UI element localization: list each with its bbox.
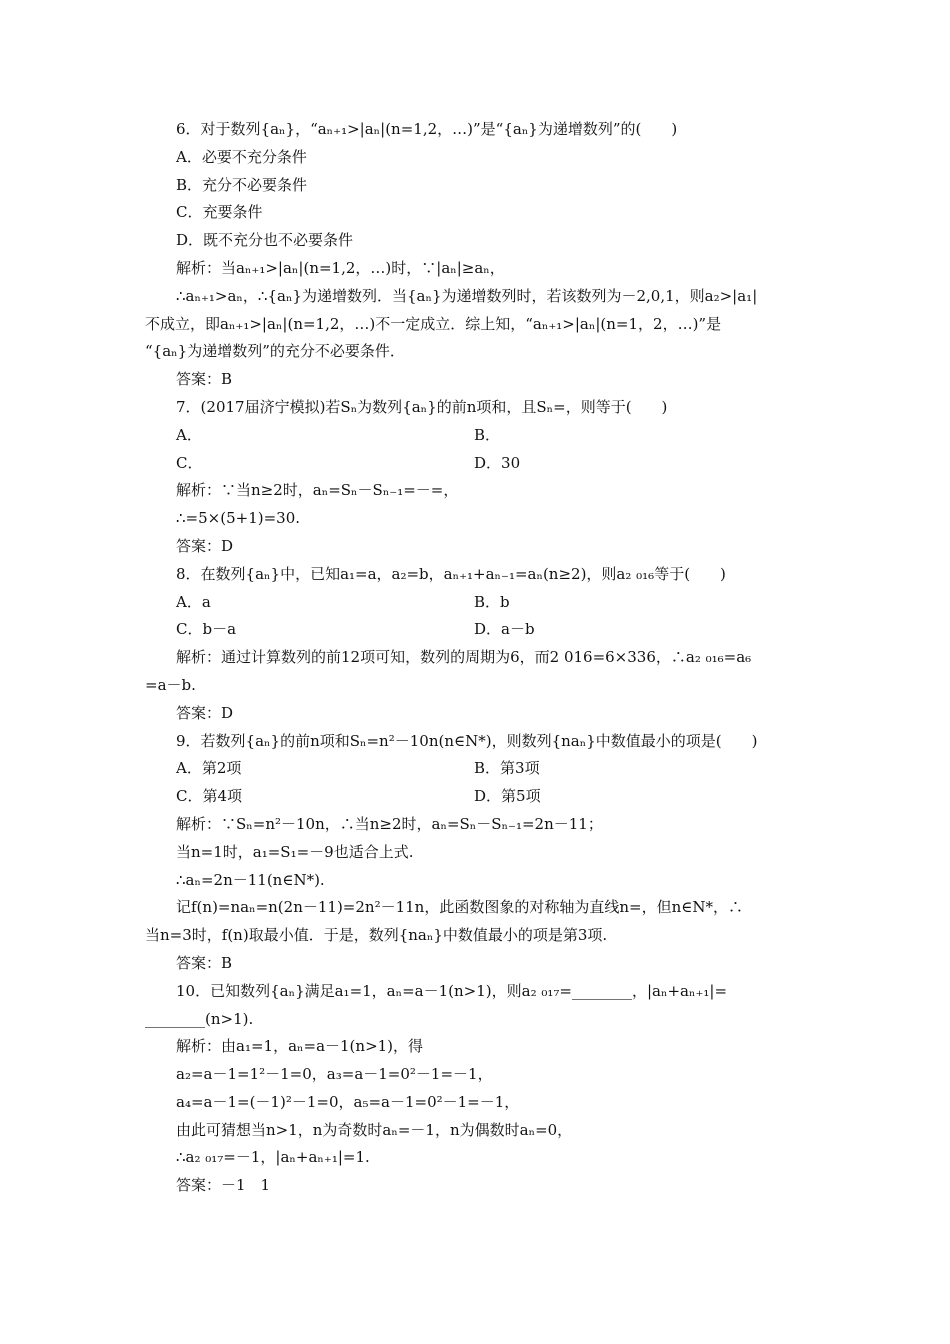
text-line: 答案：D <box>176 703 234 722</box>
text-line: a₄=a－1=(－1)²－1=0，a₅=a－1=0²－1=－1， <box>176 1092 520 1111</box>
text-line: a₂=a－1=1²－1=0，a₃=a－1=0²－1=－1， <box>176 1065 493 1084</box>
text-line: “{aₙ}为递增数列”的充分不必要条件． <box>145 342 405 361</box>
option-right: B．第3项 <box>474 759 540 778</box>
text-line: 答案：B <box>176 370 233 389</box>
text-line: 由此可猜想当n>1，n为奇数时aₙ=－1，n为偶数时aₙ=0， <box>176 1120 573 1139</box>
text-line: 解析：通过计算数列的前12项可知，数列的周期为6，而2 016=6×336，∴a₂ ₀₁₆=a₆ <box>176 648 752 667</box>
text-line: 解析：当aₙ₊₁>|aₙ|(n=1,2，…)时，∵|aₙ|≥aₙ， <box>176 258 505 277</box>
text-line: 答案：－1 1 <box>176 1176 271 1195</box>
option-row <box>145 450 810 478</box>
option-left: A． <box>176 425 202 444</box>
option-right: D．a－b <box>474 620 535 639</box>
text-line: C．充要条件 <box>176 203 263 222</box>
text-line: ∴aₙ₊₁>aₙ，∴{aₙ}为递增数列．当{aₙ}为递增数列时，若该数列为－2,0,1，则a₂>|a₁| <box>176 286 758 305</box>
text-line: 9．若数列{aₙ}的前n项和Sₙ=n²－10n(n∈N*)，则数列{naₙ}中数值最小的项是( ) <box>176 731 758 750</box>
text-line: 8．在数列{aₙ}中，已知a₁=a，a₂=b，aₙ₊₁+aₙ₋₁=aₙ(n≥2)，则a₂ ₀₁₆等于( ) <box>176 564 726 583</box>
text-line: ________(n>1). <box>145 1009 254 1028</box>
text-line: A．必要不充分条件 <box>176 147 307 166</box>
text-line: ∴=5×(5+1)=30. <box>176 509 301 528</box>
option-right: B．b <box>474 592 510 611</box>
text-line: ∴a₂ ₀₁₇=－1，|aₙ+aₙ₊₁|=1. <box>176 1148 370 1167</box>
text-line: 记f(n)=naₙ=n(2n－11)=2n²－11n，此函数图象的对称轴为直线n=，但n∈N*，∴ <box>176 898 743 917</box>
text-line: 7．(2017届济宁模拟)若Sₙ为数列{aₙ}的前n项和，且Sₙ=，则等于( ) <box>176 397 668 416</box>
text-line: 解析：∵当n≥2时，aₙ=Sₙ－Sₙ₋₁=－=， <box>176 481 459 500</box>
option-row <box>145 616 810 644</box>
document-page <box>145 116 810 1200</box>
option-row <box>145 589 810 617</box>
option-right: D．30 <box>474 453 521 472</box>
option-right: D．第5项 <box>474 787 541 806</box>
option-left: C．第4项 <box>176 787 243 806</box>
text-line: D．既不充分也不必要条件 <box>176 231 354 250</box>
text-line: 答案：B <box>176 953 233 972</box>
text-line: 解析：由a₁=1，aₙ=a－1(n>1)，得 <box>176 1037 424 1056</box>
text-line: 不成立，即aₙ₊₁>|aₙ|(n=1,2，…)不一定成立．综上知，“aₙ₊₁>|aₙ|(n=1，2，…)”是 <box>145 314 722 333</box>
text-line: 10．已知数列{aₙ}满足a₁=1，aₙ=a－1(n>1)，则a₂ ₀₁₇=________，|aₙ+aₙ₊₁|= <box>176 981 728 1000</box>
text-line: 当n=1时，a₁=S₁=－9也适合上式. <box>176 842 414 861</box>
text-line: 答案：D <box>176 536 234 555</box>
text-line: B．充分不必要条件 <box>176 175 308 194</box>
text-line: 解析：∵Sₙ=n²－10n，∴当n≥2时，aₙ=Sₙ－Sₙ₋₁=2n－11； <box>176 814 603 833</box>
text-line: 6．对于数列{aₙ}，“aₙ₊₁>|aₙ|(n=1,2，…)”是“{aₙ}为递增数列”的( ) <box>176 120 678 138</box>
text-line: ∴aₙ=2n－11(n∈N*). <box>176 870 325 889</box>
option-row <box>145 783 810 811</box>
option-row <box>145 422 810 450</box>
option-row <box>145 755 810 783</box>
option-right: B． <box>474 425 501 444</box>
option-left: A．a <box>176 592 211 611</box>
option-left: A．第2项 <box>176 759 242 778</box>
option-left: C． <box>176 453 203 472</box>
text-line: 当n=3时，f(n)取最小值．于是，数列{naₙ}中数值最小的项是第3项. <box>145 926 608 945</box>
text-line: =a－b. <box>145 675 196 694</box>
option-left: C．b－a <box>176 620 237 639</box>
